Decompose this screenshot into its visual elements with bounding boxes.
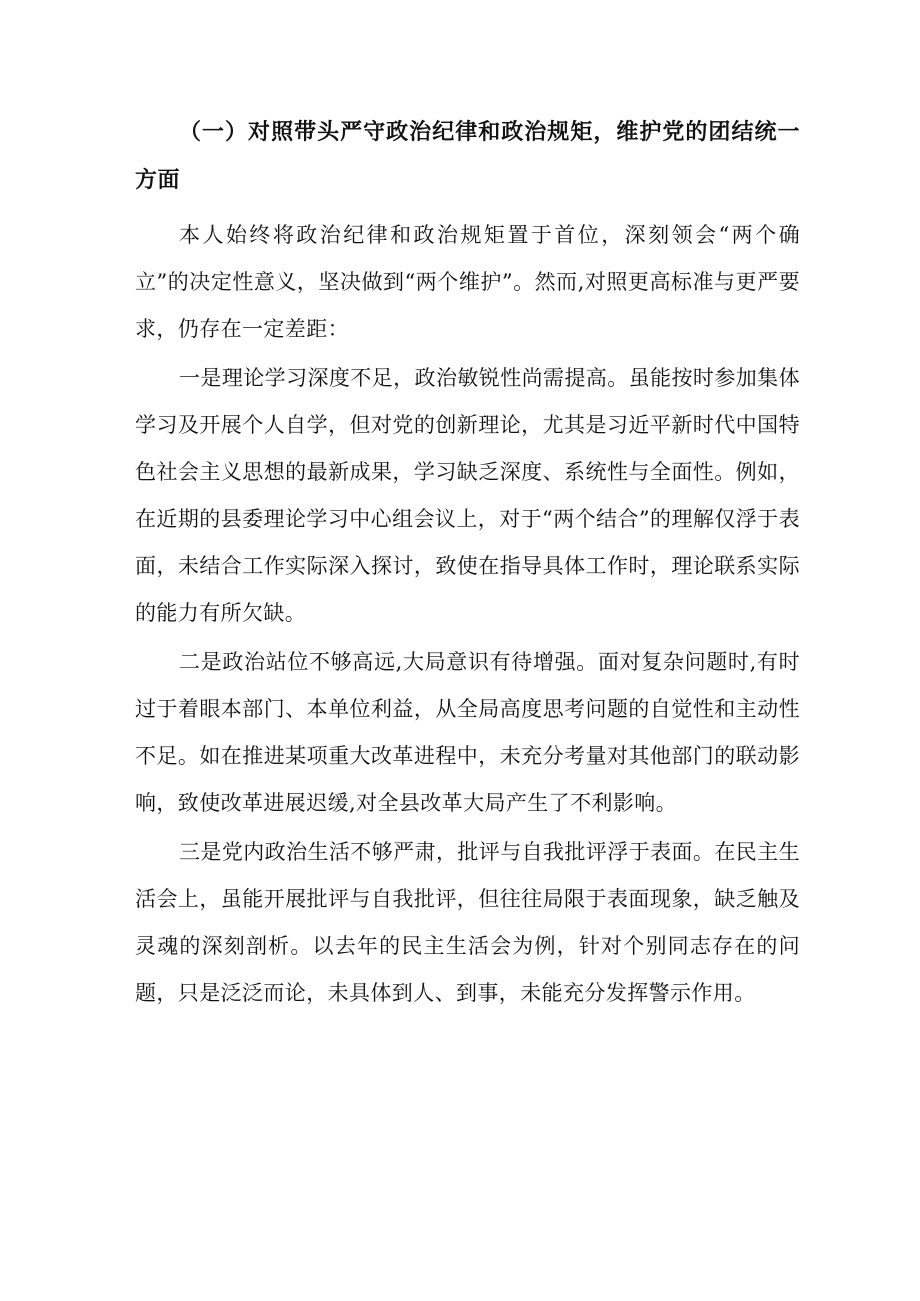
paragraph-point-two: 二是政治站位不够高远,大局意识有待增强。面对复杂问题时,有时过于着眼本部门、本单位利益，从全局高度思考问题的自觉性和主动性不足。如在推进某项重大改革进程中，未充分考量对其他部门的联动影响，致使改革进展迟缓,对全县改革大局产生了不利影响。 — [135, 650, 800, 815]
section-heading: （一）对照带头严守政治纪律和政治规矩，维护党的团结统一方面 — [135, 119, 800, 193]
document-body — [135, 108, 800, 1017]
paragraph-point-three: 三是党内政治生活不够严肃，批评与自我批评浮于表面。在民主生活会上，虽能开展批评与自我批评，但往往局限于表面现象，缺乏触及灵魂的深刻剖析。以去年的民主生活会为例，针对个别同志存在的问题，只是泛泛而论，未具体到人、到事，未能充分发挥警示作用。 — [135, 840, 800, 1005]
intro-paragraph: 本人始终将政治纪律和政治规矩置于首位，深刻领会“两个确立”的决定性意义，坚决做到“两个维护”。然而,对照更高标准与更严要求，仍存在一定差距： — [135, 223, 800, 341]
paragraph-point-one: 一是理论学习深度不足，政治敏锐性尚需提高。虽能按时参加集体学习及开展个人自学，但对党的创新理论，尤其是习近平新时代中国特色社会主义思想的最新成果，学习缺乏深度、系统性与全面性。例如，在近期的县委理论学习中心组会议上，对于“两个结合”的理解仅浮于表面，未结合工作实际深入探讨，致使在指导具体工作时，理论联系实际的能力有所欠缺。 — [135, 366, 800, 625]
